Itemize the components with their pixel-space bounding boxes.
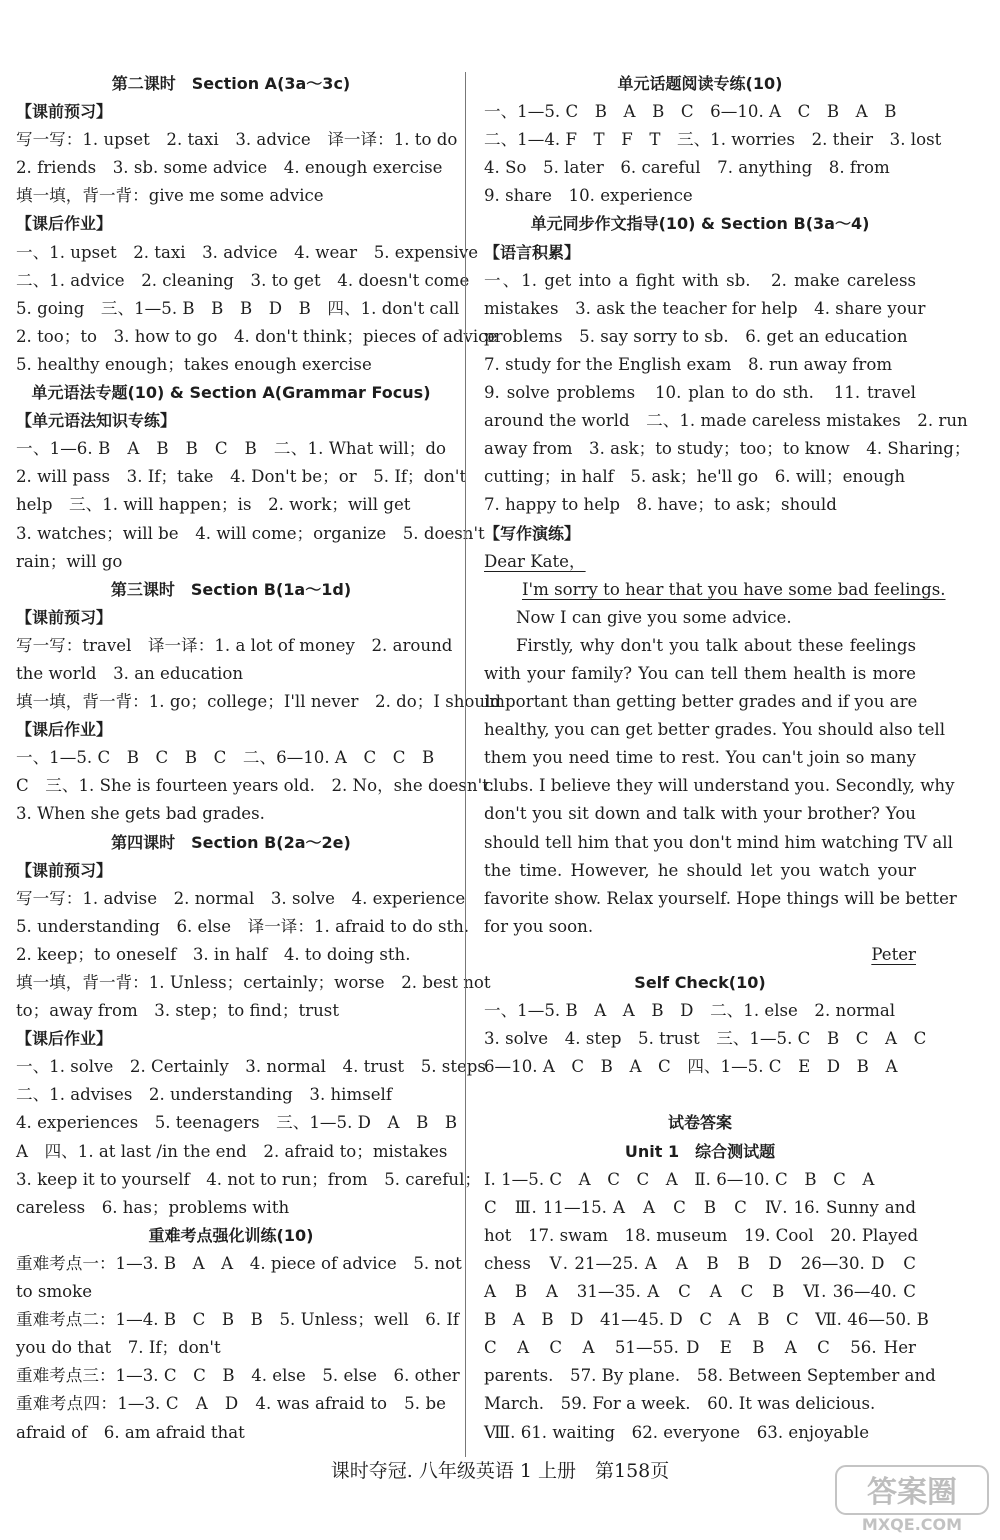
answer-line [484,379,916,407]
line-text: should tell him that you don't mind him watching TV all [484,832,953,852]
answer-line [484,1081,916,1109]
line-text: 【课后作业】 [16,720,113,740]
section-title [484,1109,916,1137]
answer-line [16,491,446,519]
section-title [16,829,446,857]
line-text: the time. However, he should let you watch your [484,860,916,880]
answer-line [484,491,916,519]
line-text: 4. So 5. later 6. careful 7. anything 8. from [484,158,890,178]
subheading [16,210,446,238]
answer-line [484,688,916,716]
page-footer: 课时夺冠. 八年级英语 1 上册 第158页 [330,1460,670,1482]
answer-line [16,295,460,323]
line-text: Ⅷ. 61. waiting 62. everyone 63. enjoyable [484,1422,870,1442]
answer-line [16,969,491,997]
line-text: 第二课时 Section A(3a～3c) [111,74,351,93]
line-text: 5. understanding 6. else 译一译：1. afraid to do sth. [16,916,470,936]
answer-line [484,744,916,772]
column-divider [465,72,466,1457]
line-text: away from 3. ask；to study；too；to know 4. Sharing； [484,439,971,459]
answer-line [16,154,446,182]
line-text: parents. 57. By plane. 58. Between September and [484,1366,936,1386]
answer-line [484,716,946,744]
answer-line [16,1053,486,1081]
answer-line [484,1334,916,1362]
line-text: hot 17. swam 18. museum 19. Cool 20. Played [484,1225,919,1245]
line-text: help 三、1. will happen；is 2. work；will get [16,495,411,515]
section-title [484,210,916,238]
section-title [16,379,446,407]
line-text: around the world 二、1. made careless mistakes 2. run [484,411,968,431]
line-text: 3. watches；will be 4. will come；organize 5. doesn't [16,523,485,543]
answer-line [16,997,446,1025]
line-text: important than getting better grades and if you are [484,692,918,712]
line-text: them you need time to rest. You can't join so many [484,748,916,768]
line-text: 2. too；to 3. how to go 4. don't think；pieces of advice [16,326,498,346]
answer-line [16,351,446,379]
line-text: 二、1—4. F T F T 三、1. worries 2. their 3. lost [484,130,942,150]
answer-line [16,941,446,969]
line-text: 【课前预习】 [16,607,113,627]
answer-line [484,1194,916,1222]
answer-line [484,154,916,182]
line-text: 单元话题阅读专练(10) [617,74,783,93]
answer-line [484,1250,916,1278]
answer-line [16,1138,446,1166]
line-text: 7. study for the English exam 8. run away from [484,354,893,374]
line-text: 重难考点二：1—4. B C B B 5. Unless；well 6. If [16,1310,460,1330]
answer-line [16,1109,458,1137]
line-text: to；away from 3. step；to find；trust [16,1001,339,1021]
line-text: 填一填，背一背：1. go；college；I'll never 2. do；I should [16,692,502,712]
answer-line [16,182,446,210]
line-text: 7. happy to help 8. have；to ask；should [484,495,837,515]
line-text: I'm sorry to hear that you have some bad feelings. [522,579,946,599]
subheading [484,520,916,548]
section-title [484,969,916,997]
answer-line [16,885,466,913]
line-text: 5. going 三、1—5. B B B D B 四、1. don't call [16,298,460,318]
line-text: 3. solve 4. step 5. trust 三、1—5. C B C A C [484,1029,927,1049]
answer-line [484,800,916,828]
line-text: Dear Kate， [484,551,586,571]
answer-line [484,126,942,154]
subheading [16,407,446,435]
answer-line [16,1081,446,1109]
line-text: 二、1. advises 2. understanding 3. himself [16,1085,393,1105]
line-text: 一、1. upset 2. taxi 3. advice 4. wear 5. expensive [16,242,479,262]
line-text: with your family? You can tell them health is more [484,663,916,683]
line-text: 3. When she gets bad grades. [16,804,265,824]
line-text: 一、1. solve 2. Certainly 3. normal 4. trust 5. steps [16,1057,486,1077]
line-text: 【课后作业】 [16,1029,113,1049]
line-text: 重难考点四：1—3. C A D 4. was afraid to 5. be [16,1394,446,1414]
line-text: 重难考点三：1—3. C C B 4. else 5. else 6. other [16,1366,460,1386]
answer-line [484,885,957,913]
line-text: 单元同步作文指导(10) & Section B(3a～4) [530,214,870,234]
answer-line [16,548,446,576]
line-text: 【语言积累】 [484,242,581,262]
answer-line [484,1025,927,1053]
line-text: 写一写：1. upset 2. taxi 3. advice 译一译：1. to do [16,130,458,150]
answer-line [16,1362,460,1390]
line-text: Unit 1 综合测试题 [624,1141,776,1161]
answer-line [484,1306,929,1334]
subheading [16,857,446,885]
answer-line [484,463,916,491]
answer-line [16,913,470,941]
section-title [484,70,916,98]
line-text: 填一填，背一背：give me some advice [16,186,324,206]
line-text: 第三课时 Section B(1a～1d) [110,579,352,599]
answer-line [484,182,916,210]
answer-line [484,435,971,463]
answer-line [484,857,916,885]
answer-line [484,997,916,1025]
line-text: don't you sit down and talk with your brother? You [484,804,916,824]
answer-line [484,295,926,323]
line-text: Peter [871,944,916,964]
answer-line [484,576,946,604]
answer-line [484,829,953,857]
answer-line [484,351,916,379]
section-title [16,576,446,604]
answer-line [16,267,470,295]
answer-line [16,632,453,660]
answer-line [484,407,968,435]
line-text: 重难考点一：1—3. B A A 4. piece of advice 5. not [16,1253,462,1273]
answer-line [484,1166,916,1194]
answer-line [484,632,916,660]
line-text: Now I can give you some advice. [516,607,792,627]
line-text: 2. friends 3. sb. some advice 4. enough exercise [16,158,443,178]
left-column [16,70,502,1447]
line-text: 2. will pass 3. If；take 4. Don't be；or 5. If；don't [16,467,467,487]
answer-line [484,1053,916,1081]
line-text: 2. keep；to oneself 3. in half 4. to doing sth. [16,944,411,964]
line-text: the world 3. an education [16,663,244,683]
answer-line [16,1166,481,1194]
answer-line [484,323,916,351]
answer-line [484,941,916,969]
line-text: 写一写：1. advise 2. normal 3. solve 4. experience [16,888,466,908]
line-text: 填一填，背一背：1. Unless；certainly；worse 2. best not [16,973,491,992]
line-text: 9. solve problems 10. plan to do sth. 11. travel [484,383,916,403]
line-text: 重难考点强化训练(10) [148,1225,314,1245]
svg-text:答案圈: 答案圈 [867,1475,957,1510]
line-text: 【课前预习】 [16,102,113,122]
answer-line [16,1194,446,1222]
line-text: 3. keep it to yourself 4. not to run；from 5. careful； [16,1169,481,1189]
line-text: 写一写：travel 译一译：1. a lot of money 2. around [16,635,453,655]
subheading [16,604,446,632]
answer-line [16,239,479,267]
line-text: afraid of 6. am afraid that [16,1422,245,1442]
line-text: for you soon. [484,916,594,936]
answer-line [16,463,467,491]
answer-line [16,744,446,772]
answer-line [484,604,916,632]
line-text: chess Ⅴ. 21—25. A A B B D 26—30. D C [484,1253,916,1273]
answer-line [484,660,916,688]
line-text: 【单元语法知识专练】 [16,411,177,431]
line-text: 一、1—6. B A B B C B 二、1. What will；do [16,439,446,459]
line-text: 4. experiences 5. teenagers 三、1—5. D A B B [16,1113,458,1133]
line-text: problems 5. say sorry to sb. 6. get an education [484,326,908,346]
line-text: 一、1—5. C B C B C 二、6—10. A C C B [16,748,435,768]
subheading [484,239,916,267]
line-text: 【课后作业】 [16,214,113,234]
line-text: 【课前预习】 [16,860,113,880]
section-title [484,1138,916,1166]
answer-line [16,1278,446,1306]
line-text: cutting；in half 5. ask；he'll go 6. will；enough [484,467,906,487]
answer-line [484,267,916,295]
answer-line [16,520,485,548]
answer-line [16,1334,446,1362]
line-text: A B A 31—35. A C A C B Ⅵ. 36—40. C [484,1282,916,1302]
line-text: C 三、1. She is fourteen years old. 2. No，she doesn't. [16,776,495,796]
section-title [16,1222,446,1250]
answer-line [16,1419,446,1447]
line-text: C A C A 51—55. D E B A C 56. Her [484,1338,916,1358]
answer-line [484,1390,916,1418]
line-text: 5. healthy enough；takes enough exercise [16,354,372,374]
subheading [16,716,446,744]
line-text: 一、1—5. C B A B C 6—10. A C B A B [484,102,897,122]
line-text: 二、1. advice 2. cleaning 3. to get 4. doesn't come [16,270,470,290]
answer-line [16,323,498,351]
answer-line [484,1419,916,1447]
line-text: Ⅰ. 1—5. C A C C A Ⅱ. 6—10. C B C A [484,1169,875,1189]
answer-line [16,126,458,154]
line-text: 单元语法专题(10) & Section A(Grammar Focus) [31,383,431,403]
line-text: 6—10. A C B A C 四、1—5. C E D B A [484,1057,898,1077]
line-text: 试卷答案 [667,1113,732,1133]
line-text: C Ⅲ. 11—15. A A C B C Ⅳ. 16. Sunny and [484,1197,916,1217]
line-text: March. 59. For a week. 60. It was delicious. [484,1394,876,1414]
line-text: 第四课时 Section B(2a～2e) [111,832,351,852]
line-text: 一、1. get into a fight with sb. 2. make careless [484,270,916,290]
answer-line [16,688,502,716]
line-text: 9. share 10. experience [484,186,693,206]
line-text: you do that 7. If；don't [16,1338,221,1358]
line-text: B A B D 41—45. D C A B C Ⅶ. 46—50. B [484,1310,929,1330]
section-title [16,70,446,98]
watermark-logo [832,1462,992,1536]
answer-line [16,435,446,463]
svg-text:MXQE.COM: MXQE.COM [861,1515,963,1534]
line-text: healthy, you can get better grades. You should also tell [484,720,946,740]
answer-line [16,660,446,688]
subheading [16,1025,446,1053]
answer-line [484,1222,919,1250]
line-text: A 四、1. at last /in the end 2. afraid to；mistakes [16,1141,448,1161]
line-text: favorite show. Relax yourself. Hope things will be better [484,888,957,908]
answer-line [484,98,916,126]
subheading [16,98,446,126]
answer-line [484,1278,916,1306]
answer-line [16,1390,446,1418]
right-column [484,70,971,1447]
line-text: 一、1—5. B A A B D 二、1. else 2. normal [484,1001,896,1021]
line-text: rain；will go [16,551,123,571]
answer-line [484,913,916,941]
line-text: 【写作演练】 [484,523,581,543]
answer-line [484,772,955,800]
line-text: Self Check(10) [634,973,766,992]
line-text: to smoke [16,1282,93,1302]
line-text: mistakes 3. ask the teacher for help 4. share your [484,298,926,318]
answer-line [16,1250,462,1278]
answer-line [16,772,495,800]
line-text: Firstly, why don't you talk about these feelings [516,635,916,655]
line-text: clubs. I believe they will understand you. Secondly, why [484,776,955,796]
answer-line [16,1306,460,1334]
answer-line [484,1362,936,1390]
answer-line [16,800,446,828]
answer-line [484,548,916,576]
line-text: careless 6. has；problems with [16,1197,290,1217]
